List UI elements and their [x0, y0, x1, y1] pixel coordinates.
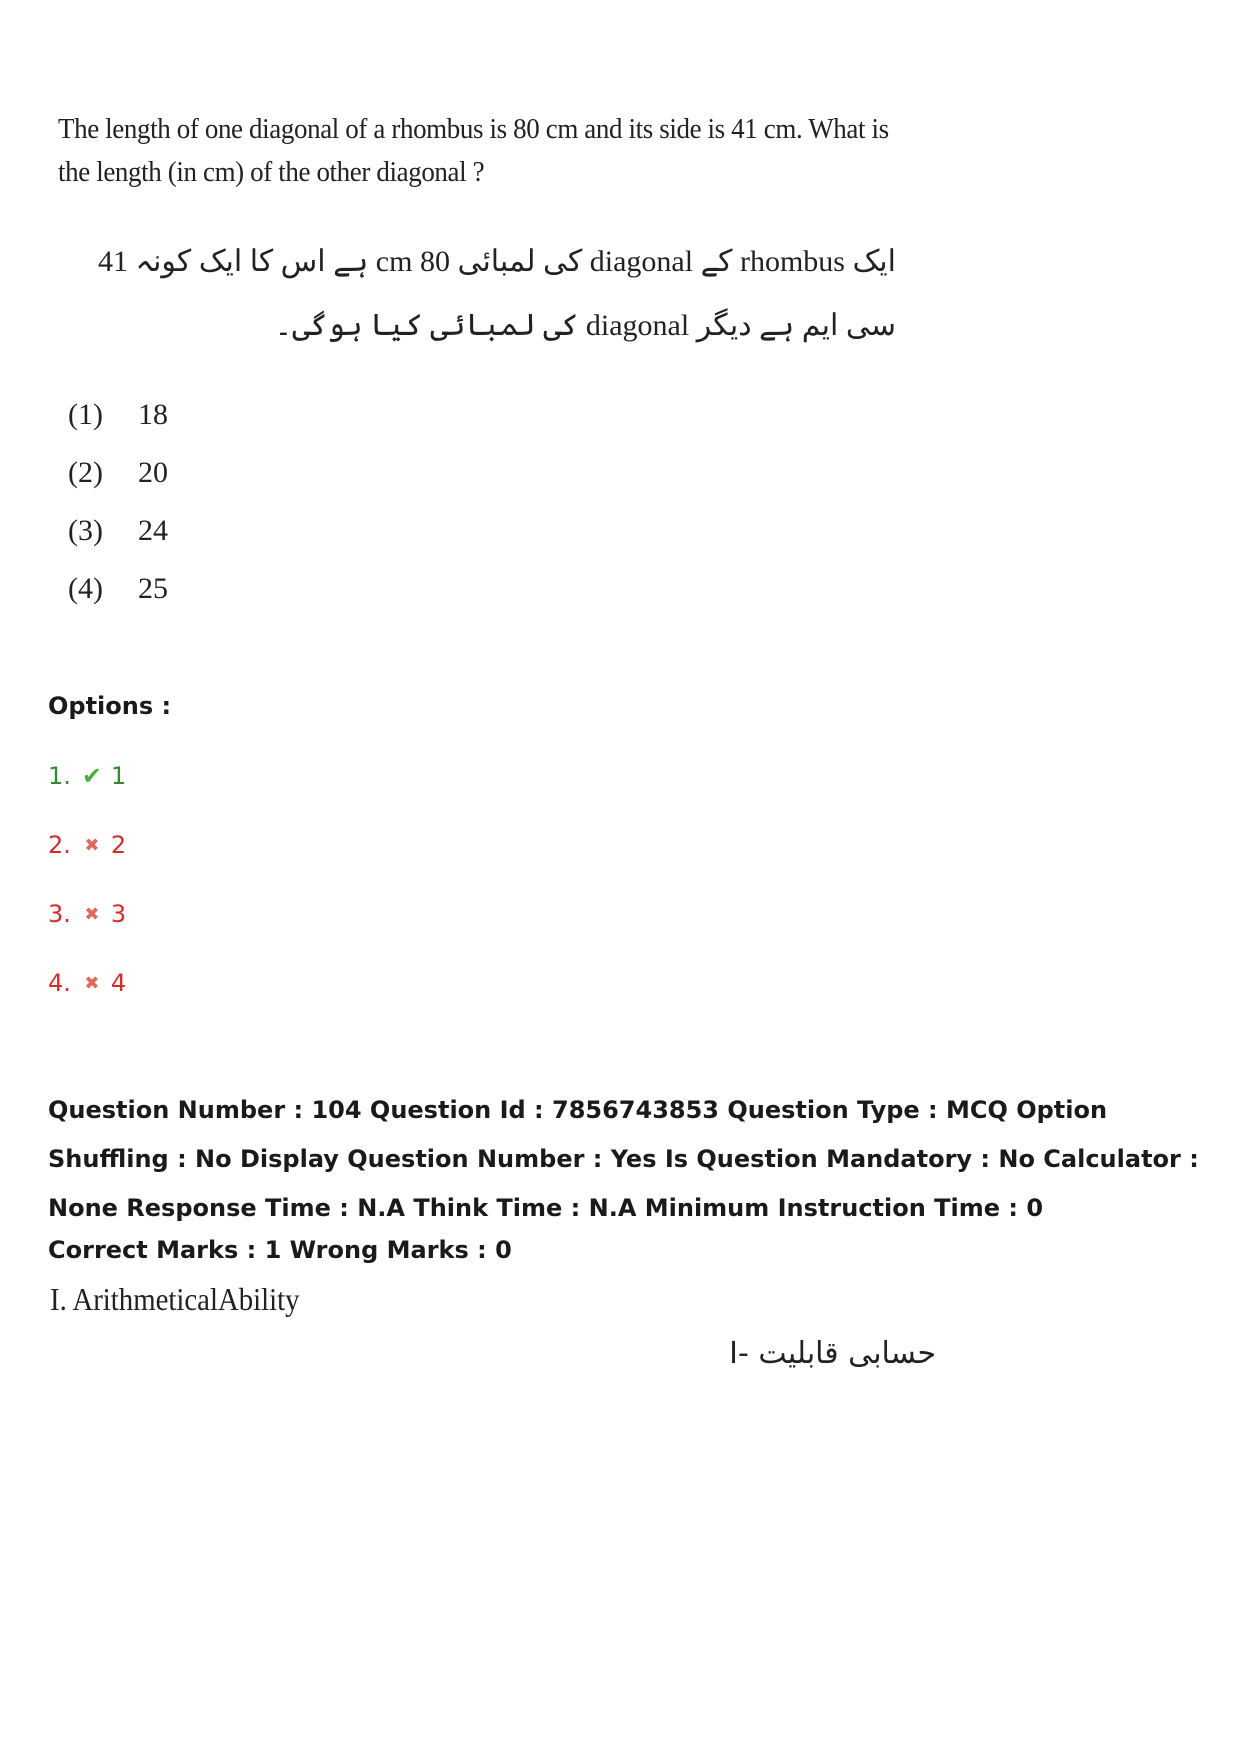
question-text-urdu: ایک rhombus کے diagonal کی لمبائی 80 cm ہے اس کا ایک کونہ 41 سی ایم ہے دیگر diagonal کی لمبائی کیا ہوگی۔ [98, 245, 896, 342]
question-choice [68, 398, 898, 456]
question-choice [68, 572, 898, 630]
choice-value: 24 [138, 514, 168, 547]
option-value: 3 [110, 900, 127, 928]
marks-info: Correct Marks : 1 Wrong Marks : 0 [48, 1236, 512, 1264]
question-choices [68, 398, 898, 630]
question-text-english: The length of one diagonal of a rhombus is 80 cm and its side is 41 cm. What is the length (in cm) of the other diagonal ? [58, 113, 889, 188]
option-value: 1 [110, 762, 127, 790]
option-label: 3. [48, 900, 71, 928]
option-value: 4 [110, 969, 127, 997]
options-heading: Options : [48, 692, 172, 720]
option-label: 1. [48, 762, 71, 790]
choice-value: 25 [138, 572, 168, 605]
choice-value: 20 [138, 456, 168, 489]
question-image [58, 108, 898, 630]
option-value: 2 [110, 831, 127, 859]
option-3 [48, 900, 126, 928]
cross-icon: ✖ [84, 972, 100, 994]
cross-icon: ✖ [84, 834, 100, 856]
check-icon: ✔ [81, 762, 102, 790]
choice-number: (4) [68, 572, 103, 605]
question-metadata: Question Number : 104 Question Id : 7856743853 Question Type : MCQ Option Shuffling : No Display Question Number : Yes Is Question Mandatory : No Calculator : None Response Time : N.A Think Time : N.A Minimum Instruction Time : 0 [48, 1096, 1199, 1222]
choice-number: (1) [68, 398, 103, 431]
choice-value: 18 [138, 398, 168, 431]
section-title: I. ArithmeticalAbility [50, 1281, 300, 1317]
option-2 [48, 831, 126, 859]
option-4 [48, 969, 126, 997]
option-label: 2. [48, 831, 71, 859]
choice-number: (2) [68, 456, 103, 489]
option-label: 4. [48, 969, 71, 997]
question-choice [68, 514, 898, 572]
section-title-urdu: I- حسابی قابلیت [729, 1336, 936, 1371]
choice-number: (3) [68, 514, 103, 547]
option-1 [48, 762, 126, 790]
question-choice [68, 456, 898, 514]
cross-icon: ✖ [84, 903, 100, 925]
